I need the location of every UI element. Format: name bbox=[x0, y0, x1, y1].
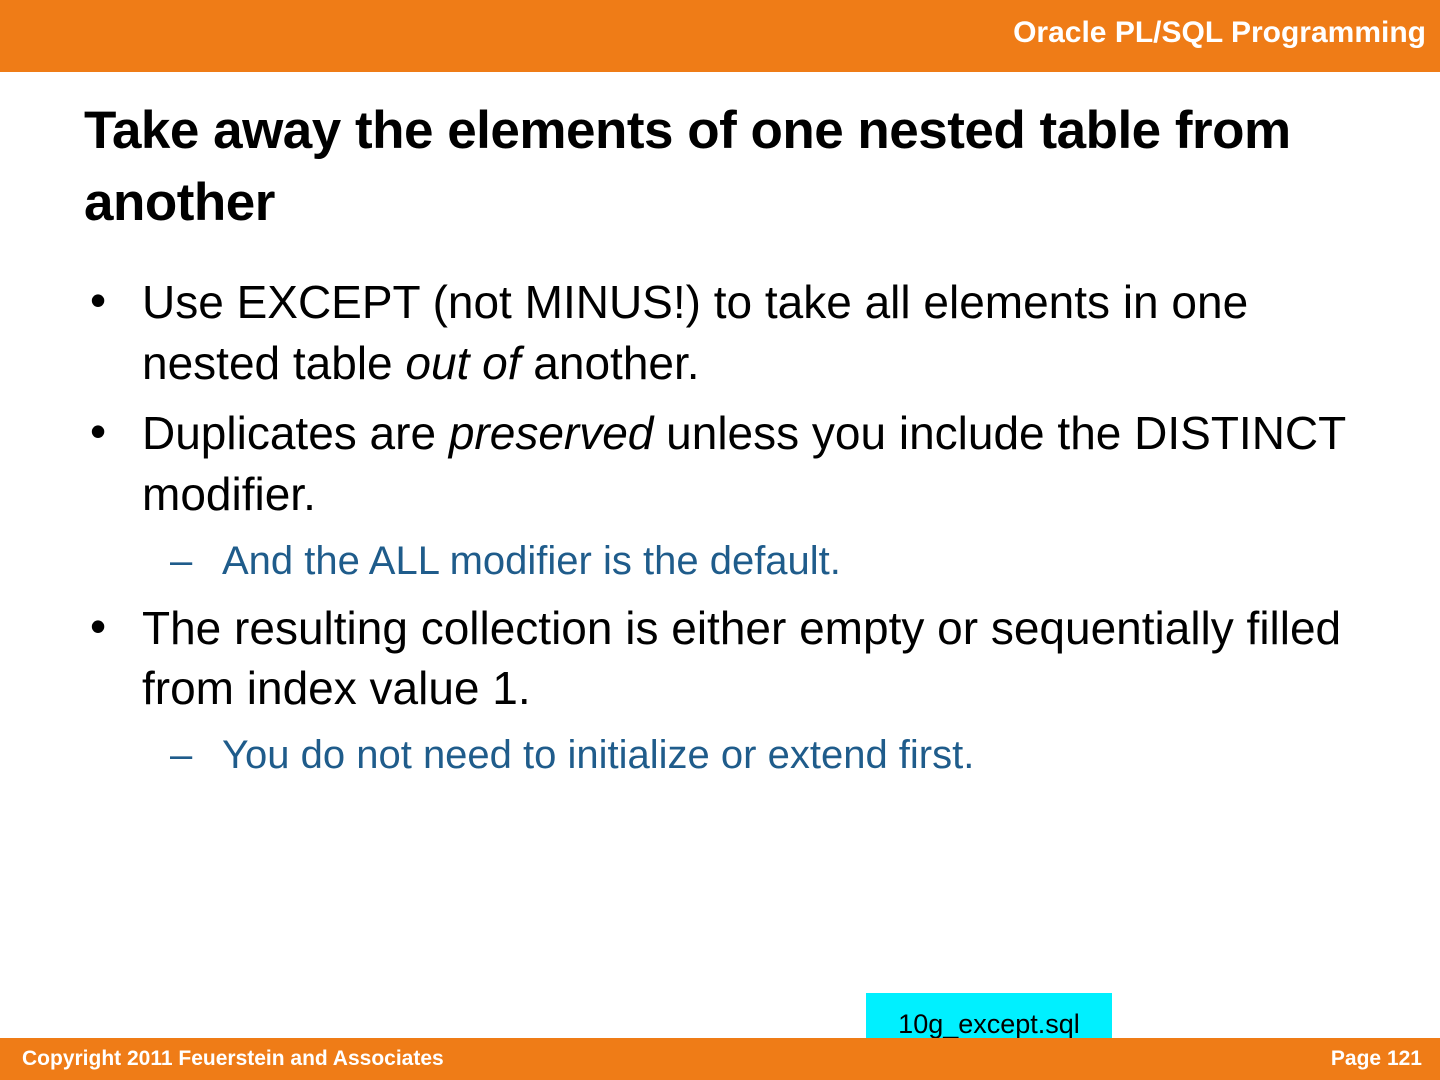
sub-bullet-item bbox=[84, 729, 1384, 782]
bullet-text-run: unless you include the DISTINCT modifier. bbox=[142, 407, 1346, 521]
page-title: Take away the elements of one nested table from another bbox=[84, 101, 1291, 232]
code-file-label: 10g_except.sql bbox=[898, 1008, 1080, 1039]
footer-bar bbox=[0, 1038, 1440, 1080]
bullet-text-run: out of bbox=[405, 336, 521, 389]
sub-bullet-item bbox=[84, 535, 1384, 588]
bullet-item bbox=[84, 272, 1384, 393]
page-number: Page 121 bbox=[1330, 1047, 1422, 1070]
bullet-text-run: And the ALL modifier is the default. bbox=[222, 538, 841, 583]
slide-body bbox=[84, 272, 1384, 792]
bullet-text-run: Duplicates are bbox=[142, 407, 449, 460]
bullet-text-run: Use EXCEPT (not MINUS!) to take all elements in one nested table bbox=[142, 276, 1249, 389]
bullet-item bbox=[84, 598, 1384, 719]
bullet-item bbox=[84, 403, 1384, 524]
copyright-text: Copyright 2011 Feuerstein and Associates bbox=[22, 1047, 444, 1070]
header-title: Oracle PL/SQL Programming bbox=[1013, 16, 1426, 49]
bullet-text-run: preserved bbox=[448, 407, 654, 460]
bullet-text-run: The resulting collection is either empty or sequentially filled from index value 1. bbox=[142, 601, 1342, 715]
bullet-text-run: You do not need to initialize or extend first. bbox=[222, 733, 975, 778]
header-bar bbox=[0, 0, 1440, 72]
bullet-text-run: another. bbox=[520, 336, 700, 389]
